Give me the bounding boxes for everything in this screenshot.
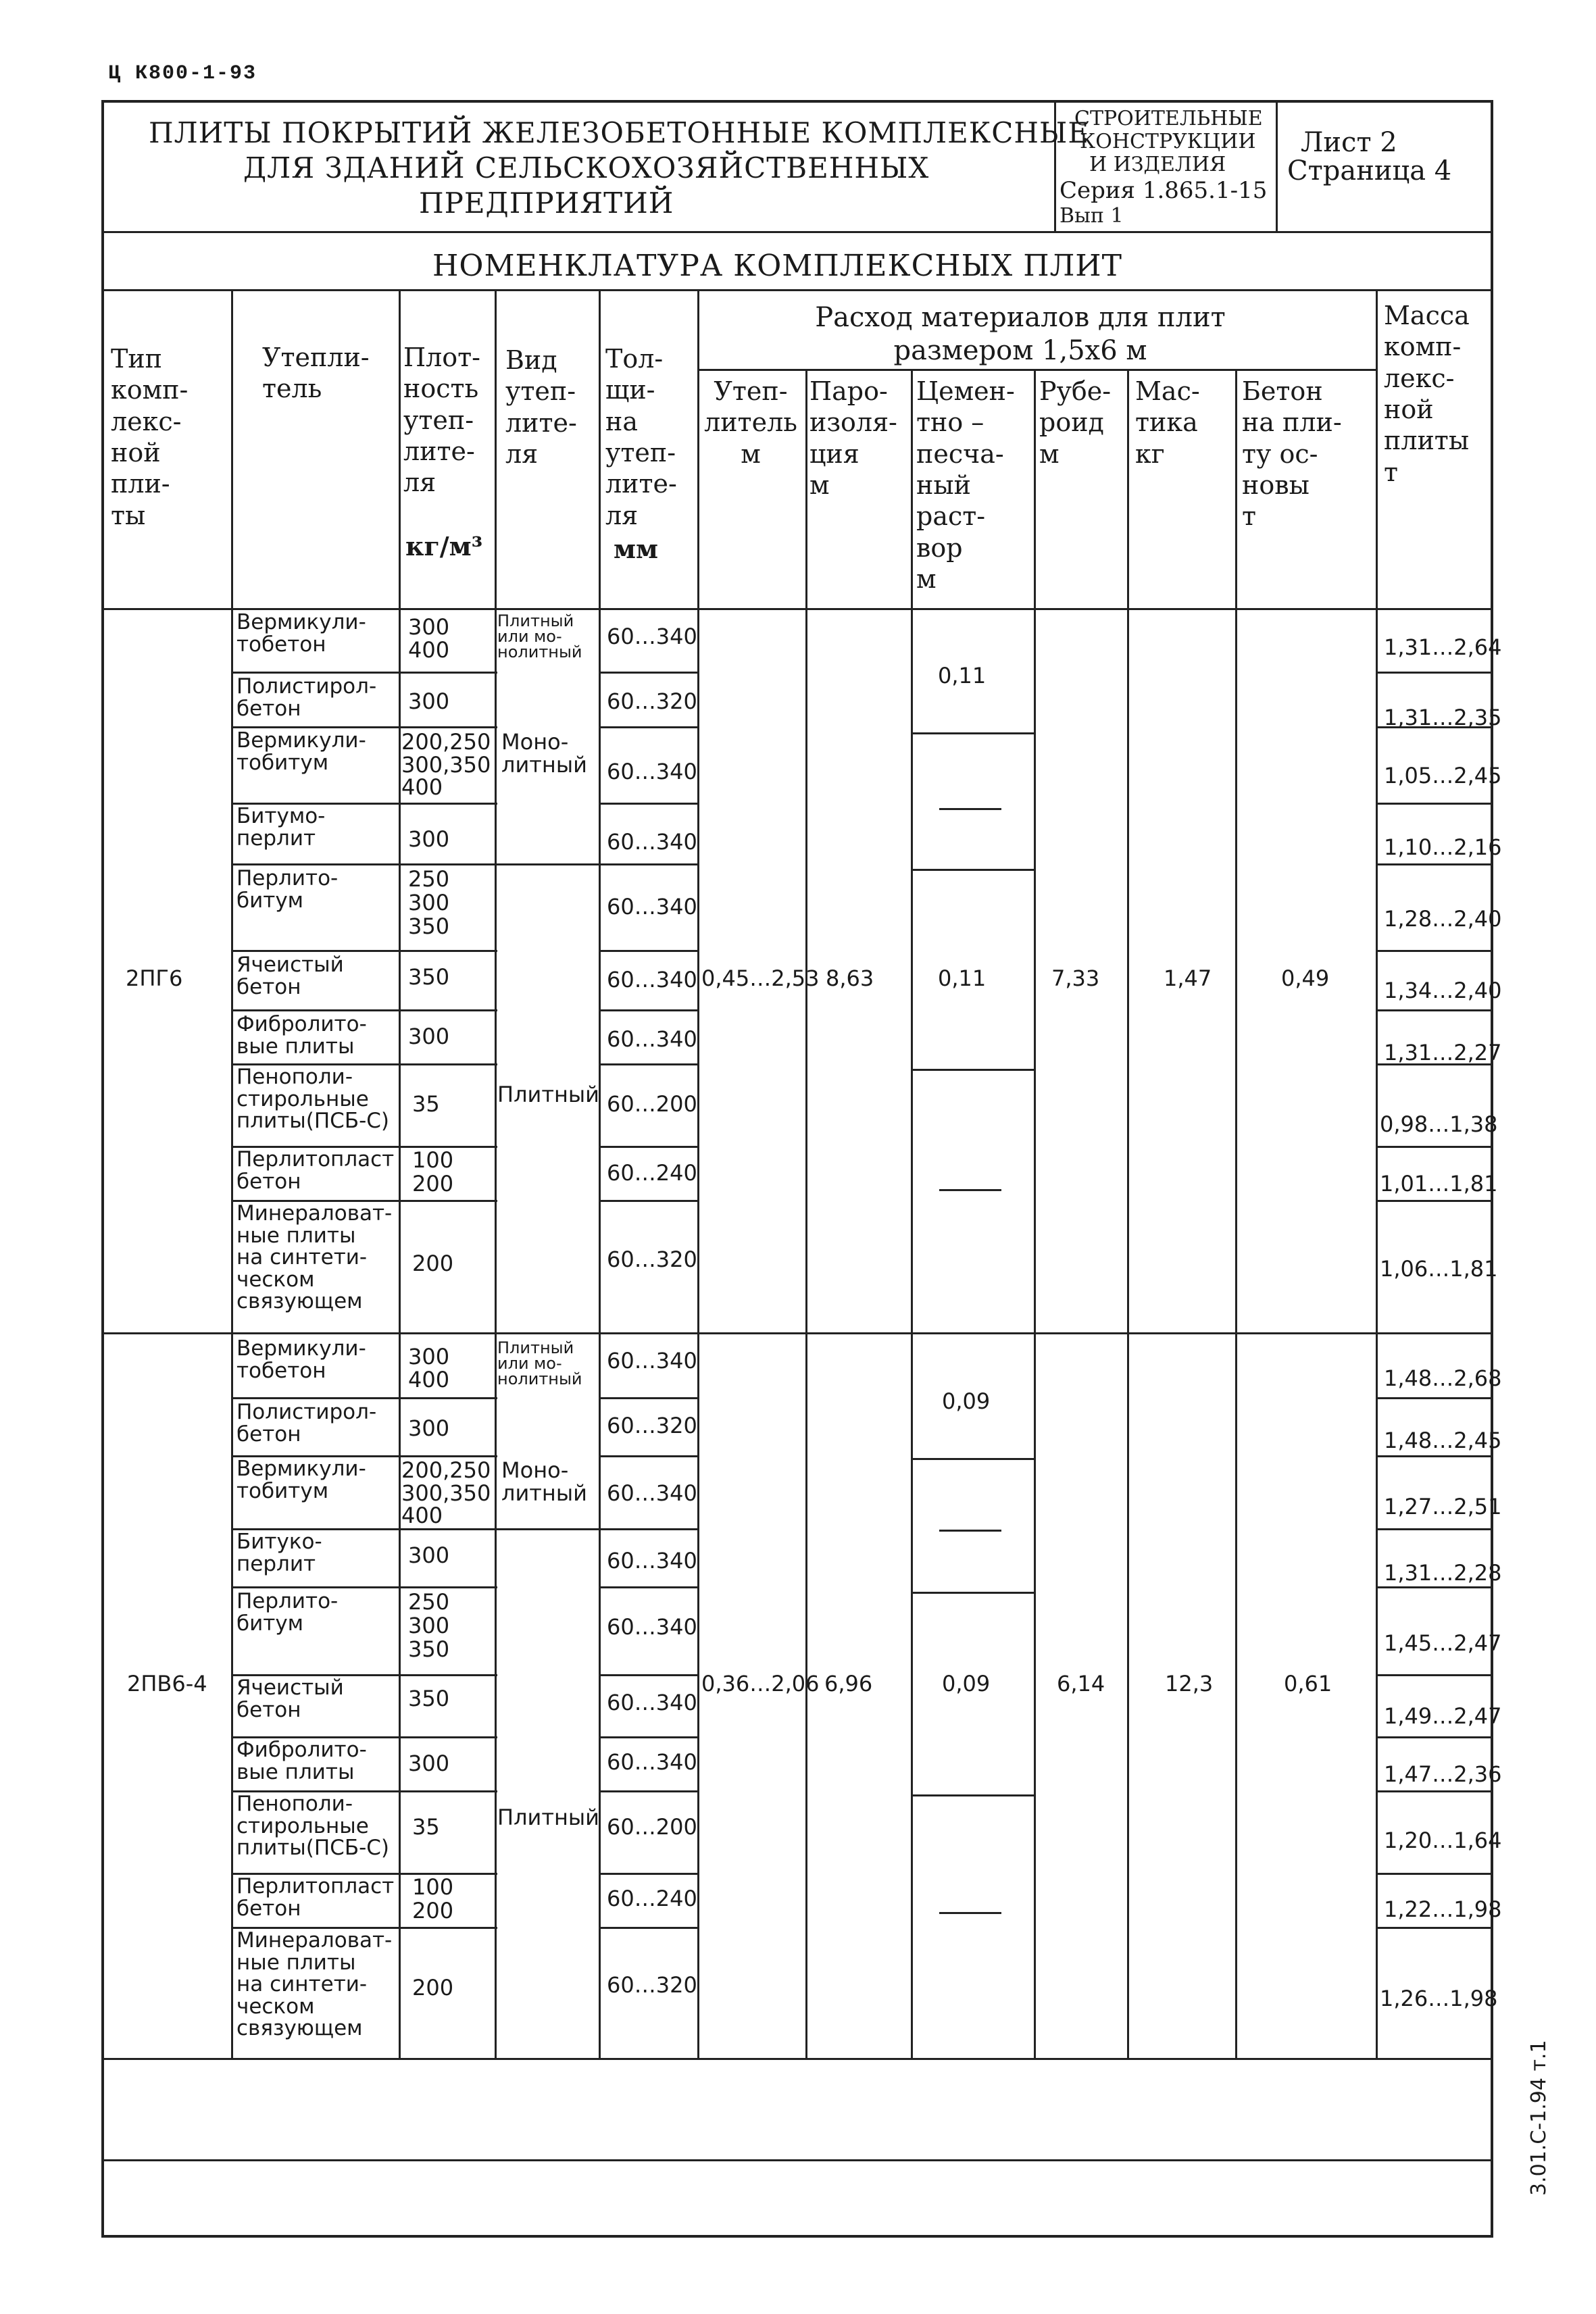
group-1-mastic: 1,47 — [1164, 965, 1212, 991]
insulation-cell: Перлитопласт бетон — [236, 1147, 395, 1194]
row-rule — [1376, 1927, 1493, 1929]
row-rule — [599, 1528, 697, 1530]
row-rule — [1376, 1736, 1493, 1738]
kind-cell: Плитный или мо- нолитный — [497, 611, 582, 661]
density-cell: 200,250 300,350 400 — [401, 1457, 491, 1529]
density-cell: 300 — [408, 1751, 450, 1776]
row-rule — [599, 1927, 697, 1929]
kind-cell: Плитный или мо- нолитный — [497, 1338, 582, 1388]
density-cell: 200 — [412, 1251, 454, 1276]
density-cell: 250 300 350 — [408, 866, 450, 940]
group-1-rule — [599, 672, 697, 674]
col-header-insulation: Утепли- тель — [262, 343, 370, 404]
mass-cell: 1,31…2,35 — [1384, 705, 1502, 730]
table-title-rule — [101, 289, 1493, 291]
mass-cell: 0,98…1,38 — [1380, 1111, 1498, 1137]
mass-cell: 1,31…2,28 — [1384, 1560, 1502, 1586]
thickness-cell: 60…340 — [607, 1690, 697, 1715]
document-title-line-3: ПРЕДПРИЯТИЙ — [419, 186, 674, 220]
group-2-mortar-mid: 0,09 — [942, 1671, 991, 1696]
row-rule — [1376, 1146, 1493, 1148]
mass-cell: 1,34…2,40 — [1384, 978, 1502, 1003]
group-2-mortar-top: 0,09 — [942, 1388, 991, 1414]
mass-cell: 1,27…2,51 — [1384, 1494, 1502, 1519]
materials-group-rule — [697, 369, 1376, 371]
thickness-cell: 60…240 — [607, 1886, 697, 1911]
mass-cell: 1,31…2,64 — [1384, 634, 1502, 660]
series-block-line-2: КОНСТРУКЦИИ — [1080, 130, 1256, 153]
insulation-cell: Минераловат- ные плиты на синтети- ческом связующем — [236, 1201, 393, 1314]
row-rule — [599, 1455, 697, 1457]
row-rule — [1376, 1586, 1493, 1588]
group-1-type: 2ПГ6 — [126, 965, 183, 991]
page-number: Страница 4 — [1287, 155, 1452, 186]
row-rule — [231, 1586, 497, 1588]
col-header-density-unit: кг/м³ — [405, 531, 483, 561]
row-rule — [1376, 1397, 1493, 1399]
thickness-cell: 60…320 — [607, 688, 697, 714]
row-rule — [231, 950, 497, 952]
row-rule — [599, 1146, 697, 1148]
mortar-rule — [911, 1458, 1034, 1460]
thickness-cell: 60…200 — [607, 1091, 697, 1117]
thickness-cell: 60…200 — [607, 1814, 697, 1840]
kind-cell: Моно- литный — [501, 729, 587, 778]
row-rule — [599, 1397, 697, 1399]
insulation-cell: Пенополи- стирольные плиты(ПСБ-С) — [236, 1792, 390, 1861]
insulation-cell: Вермикули- тобетон — [236, 610, 366, 657]
thickness-cell: 60…340 — [607, 894, 697, 920]
row-rule — [1376, 1790, 1493, 1792]
row-rule — [599, 1200, 697, 1202]
density-cell: 250 300 350 — [408, 1589, 450, 1663]
mass-cell: 1,28…2,40 — [1384, 906, 1502, 932]
col-header-thickness-unit: мм — [614, 534, 659, 564]
thickness-cell: 60…340 — [607, 1480, 697, 1506]
issue-number: Вып 1 — [1059, 204, 1124, 228]
mass-cell: 1,26…1,98 — [1380, 1986, 1498, 2011]
col-header-thickness: Тол- щи- на утеп- лите- ля — [605, 344, 677, 530]
title-block-divider-2 — [1276, 100, 1278, 231]
row-rule — [599, 1009, 697, 1011]
col-divider-mat-mastic — [1235, 369, 1237, 2058]
mass-cell: 1,22…1,98 — [1384, 1896, 1502, 1922]
thickness-cell: 60…340 — [607, 967, 697, 992]
thickness-cell: 60…320 — [607, 1972, 697, 1998]
col-header-kind: Вид утеп- лите- ля — [505, 345, 577, 470]
col-header-mat-vapor: Паро- изоля- ция м — [809, 376, 897, 501]
insulation-cell: Пенополи- стирольные плиты(ПСБ-С) — [236, 1065, 390, 1134]
insulation-cell: Фибролито- вые плиты — [236, 1738, 367, 1784]
col-header-mat-insulation: Утеп- литель м — [704, 376, 797, 469]
density-cell: 100 200 — [412, 1874, 454, 1924]
mass-cell: 1,45…2,47 — [1384, 1630, 1502, 1656]
mass-cell: 1,47…2,36 — [1384, 1761, 1502, 1787]
mass-cell: 1,06…1,81 — [1380, 1256, 1498, 1282]
kind-cell: Плитный — [497, 1082, 599, 1107]
density-cell: 300 — [408, 826, 450, 852]
row-rule — [1376, 1528, 1493, 1530]
thickness-cell: 60…340 — [607, 1614, 697, 1640]
density-cell: 300 400 — [408, 1344, 450, 1392]
thickness-cell: 60…340 — [607, 759, 697, 784]
thickness-cell: 60…340 — [607, 1749, 697, 1775]
mortar-rule — [911, 1069, 1034, 1071]
col-header-materials-group: Расход материалов для плит размером 1,5х6 м — [815, 302, 1226, 366]
series-block-line-3: И ИЗДЕЛИЯ — [1089, 153, 1226, 176]
row-rule — [231, 1009, 497, 1011]
group-separator-rule — [101, 1332, 1493, 1334]
insulation-cell: Перлито- битум — [236, 866, 339, 913]
mass-cell: 1,05…2,45 — [1384, 763, 1502, 788]
table-bottom-rule — [101, 2058, 1493, 2060]
col-header-mass: Масса комп- лекс- ной плиты т — [1384, 301, 1470, 487]
col-header-density: Плот- ность утеп- лите- ля — [403, 343, 481, 498]
row-rule — [1376, 1873, 1493, 1875]
side-stamp: 3.01.С-1.94 т.1 — [1527, 2040, 1551, 2196]
group-1-mat-insulation: 0,45…2,53 — [701, 965, 820, 991]
row-rule — [1376, 1455, 1493, 1457]
group-1-ruberoid: 7,33 — [1051, 965, 1100, 991]
row-rule — [599, 803, 697, 805]
mortar-dash — [939, 1530, 1001, 1532]
row-rule — [599, 726, 697, 728]
group-2-concrete: 0,61 — [1284, 1671, 1332, 1696]
insulation-cell: Вермикули- тобитум — [236, 1457, 366, 1503]
col-divider-type — [231, 289, 233, 2058]
row-rule — [1376, 863, 1493, 865]
mortar-dash — [939, 808, 1001, 810]
col-divider-mat-mortar — [1034, 369, 1036, 2058]
col-divider-mat-vapor — [911, 369, 913, 2058]
mortar-rule — [911, 869, 1034, 871]
group-2-mastic: 12,3 — [1165, 1671, 1214, 1696]
insulation-cell: Полистирол- бетон — [236, 1400, 377, 1447]
insulation-cell: Ячеистый бетон — [236, 1676, 344, 1722]
group-1-mat-vapor: 8,63 — [826, 965, 874, 991]
row-rule — [599, 1790, 697, 1792]
group-1-rule — [231, 672, 497, 674]
insulation-cell: Ячеистый бетон — [236, 953, 344, 999]
row-rule — [599, 1873, 697, 1875]
row-rule — [231, 863, 599, 865]
mortar-dash — [939, 1189, 1001, 1191]
thickness-cell: 60…320 — [607, 1413, 697, 1438]
col-header-mat-mastic: Мас- тика кг — [1135, 376, 1200, 469]
col-header-type: Тип комп- лекс- ной пли- ты — [111, 344, 189, 530]
group-2-mat-vapor: 6,96 — [824, 1671, 873, 1696]
row-rule — [599, 1674, 697, 1676]
row-rule — [1376, 950, 1493, 952]
title-block-bottom-rule — [101, 231, 1493, 233]
col-header-mat-mortar: Цемен- тно – песча- ный раст- вор м — [916, 376, 1015, 595]
density-cell: 350 — [408, 964, 450, 990]
density-cell: 35 — [412, 1091, 440, 1117]
mortar-dash — [939, 1912, 1001, 1914]
thickness-cell: 60…240 — [607, 1160, 697, 1186]
row-rule — [599, 1063, 697, 1065]
kind-cell: Плитный — [497, 1805, 599, 1830]
row-rule — [599, 1736, 697, 1738]
sheet-number: Лист 2 — [1301, 127, 1397, 158]
thickness-cell: 60…340 — [607, 829, 697, 855]
col-header-mat-concrete: Бетон на пли- ту ос- новы т — [1242, 376, 1342, 532]
group-1-rule — [1376, 672, 1493, 674]
density-cell: 200,250 300,350 400 — [401, 729, 491, 801]
group-2-type: 2ПВ6-4 — [127, 1671, 207, 1696]
document-title-line-1: ПЛИТЫ ПОКРЫТИЙ ЖЕЛЕЗОБЕТОННЫЕ КОМПЛЕКСНЫЕ — [149, 116, 1089, 149]
insulation-cell: Перлито- битум — [236, 1589, 339, 1636]
series-block-line-1: СТРОИТЕЛЬНЫЕ — [1074, 107, 1263, 130]
row-rule — [599, 1586, 697, 1588]
insulation-cell: Битуко- перлит — [236, 1530, 322, 1576]
group-1-mortar-top: 0,11 — [938, 663, 987, 688]
mortar-rule — [911, 1794, 1034, 1796]
insulation-cell: Битумо- перлит — [236, 804, 326, 851]
document-code: Ц К800-1-93 — [108, 62, 257, 85]
mass-cell: 1,01…1,81 — [1380, 1171, 1498, 1197]
density-cell: 300 400 — [408, 614, 450, 663]
group-1-concrete: 0,49 — [1281, 965, 1330, 991]
mass-cell: 1,10…2,16 — [1384, 834, 1502, 860]
thickness-cell: 60…320 — [607, 1247, 697, 1272]
kind-cell: Моно- литный — [501, 1457, 587, 1506]
col-divider-kind — [599, 289, 601, 2058]
insulation-cell: Полистирол- бетон — [236, 674, 377, 721]
row-rule — [1376, 1200, 1493, 1202]
mass-cell: 1,20…1,64 — [1384, 1828, 1502, 1853]
row-rule — [1376, 1009, 1493, 1011]
row-rule — [231, 1397, 497, 1399]
thickness-cell: 60…340 — [607, 624, 697, 649]
density-cell: 300 — [408, 688, 450, 714]
density-cell: 300 — [408, 1024, 450, 1049]
col-divider-density — [495, 289, 497, 2058]
col-header-mat-ruberoid: Рубе- роид м — [1039, 376, 1112, 469]
row-rule — [1376, 803, 1493, 805]
mortar-rule — [911, 1592, 1034, 1594]
mortar-rule — [911, 732, 1034, 734]
density-cell: 200 — [412, 1975, 454, 2001]
insulation-cell: Фибролито- вые плиты — [236, 1012, 367, 1059]
insulation-cell: Вермикули- тобитум — [236, 728, 366, 775]
row-rule — [1376, 1674, 1493, 1676]
density-cell: 350 — [408, 1686, 450, 1711]
series-number: Серия 1.865.1-15 — [1059, 177, 1268, 204]
insulation-cell: Перлитопласт бетон — [236, 1874, 395, 1921]
col-divider-mat-concrete — [1376, 289, 1378, 2058]
group-1-mortar-mid: 0,11 — [938, 965, 987, 991]
density-cell: 300 — [408, 1415, 450, 1441]
mass-cell: 1,49…2,47 — [1384, 1703, 1502, 1729]
density-cell: 35 — [412, 1814, 440, 1840]
row-rule — [599, 863, 697, 865]
thickness-cell: 60…340 — [607, 1026, 697, 1052]
mass-cell: 1,48…2,45 — [1384, 1428, 1502, 1453]
col-divider-mat-insulation — [805, 369, 807, 2058]
col-divider-insulation — [399, 289, 401, 2058]
group-2-ruberoid: 6,14 — [1057, 1671, 1105, 1696]
row-rule — [599, 950, 697, 952]
thickness-cell: 60…340 — [607, 1348, 697, 1374]
density-cell: 300 — [408, 1542, 450, 1568]
col-divider-mat-ruberoid — [1127, 369, 1129, 2058]
group-2-mat-insulation: 0,36…2,06 — [701, 1671, 820, 1696]
density-cell: 100 200 — [412, 1147, 454, 1197]
document-title-line-2: ДЛЯ ЗДАНИЙ СЕЛЬСКОХОЗЯЙСТВЕННЫХ — [243, 151, 930, 184]
insulation-cell: Вермикули- тобетон — [236, 1336, 366, 1383]
thickness-cell: 60…340 — [607, 1548, 697, 1574]
col-divider-thickness — [697, 289, 699, 2058]
table-title: НОМЕНКЛАТУРА КОМПЛЕКСНЫХ ПЛИТ — [432, 249, 1123, 283]
insulation-cell: Минераловат- ные плиты на синтети- ческом связующем — [236, 1928, 393, 2041]
blank-row-rule — [101, 2159, 1493, 2161]
mass-cell: 1,48…2,68 — [1384, 1365, 1502, 1391]
mass-cell: 1,31…2,27 — [1384, 1040, 1502, 1065]
